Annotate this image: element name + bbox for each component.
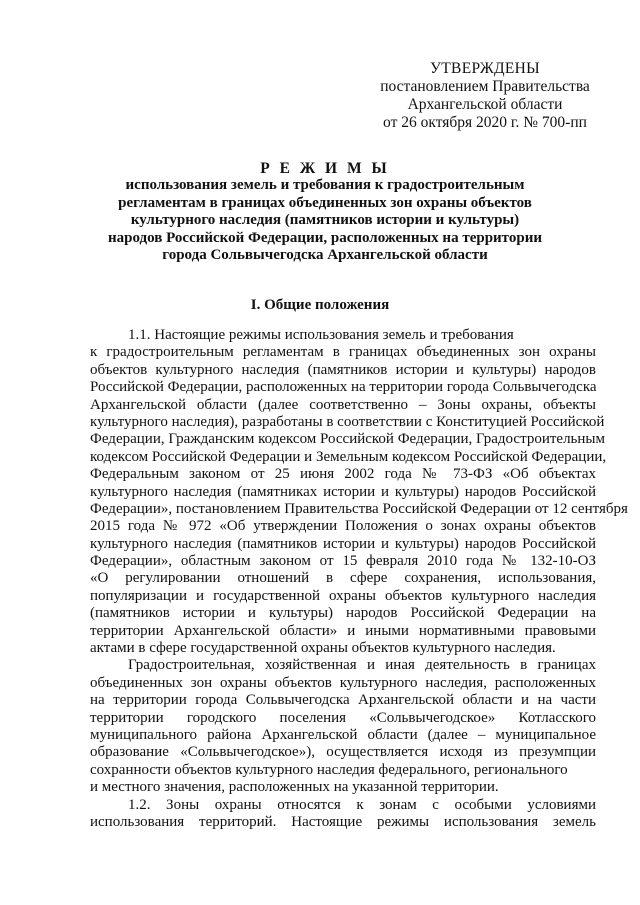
approval-line-3: от 26 октября 2020 г. № 700-пп xyxy=(383,114,587,131)
paragraph-line: Архангельской области (далее соответственно – Зоны охраны, объекты xyxy=(90,396,596,413)
paragraph-line: территории Архангельской области» и иными нормативными правовыми xyxy=(90,622,596,639)
paragraph-line: Федеральным законом от 25 июня 2002 года № 73-ФЗ «Об объектах xyxy=(90,466,596,483)
approval-line-2: Архангельской области xyxy=(407,96,563,113)
paragraph-line: сохранности объектов культурного наследия федерального, регионального xyxy=(90,761,568,778)
title-heading: Р Е Ж И М Ы xyxy=(260,160,390,177)
paragraph-line: культурного наследия), разработаны в соответствии с Конституцией Российской xyxy=(90,413,605,430)
paragraph-line: образование «Сольвычегодское»), осуществляется исходя из презумпции xyxy=(90,744,596,761)
approval-line-1: постановлением Правительства xyxy=(380,78,590,95)
paragraph-line: к градостроительным регламентам в границах объединенных зон охраны xyxy=(90,344,596,361)
paragraph-line: кодексом Российской Федерации и Земельным кодексом Российской Федерации, xyxy=(90,448,607,465)
paragraph-line: Федерации, Гражданским кодексом Российской Федерации, Градостроительным xyxy=(90,431,605,448)
title-line: города Сольвычегодска Архангельской области xyxy=(162,247,488,264)
document-title xyxy=(95,160,555,264)
paragraph-line: 2015 года № 972 «Об утверждении Положения о зонах охраны объектов xyxy=(90,518,596,535)
approval-heading: УТВЕРЖДЕНЫ xyxy=(430,60,540,77)
paragraph-line: использования территорий. Настоящие режимы использования земель xyxy=(90,813,596,830)
paragraph-line: Градостроительная, хозяйственная и иная деятельность в границах xyxy=(128,657,596,674)
title-line: народов Российской Федерации, расположенных на территории xyxy=(108,229,542,246)
paragraph-line: на территории города Сольвычегодска Архангельской области и на части xyxy=(90,692,596,709)
paragraph-line: 1.2. Зоны охраны относятся к зонам с особыми условиями xyxy=(128,796,596,813)
paragraph-line: Федерации», областным законом от 15 февраля 2010 года № 132-10-ОЗ xyxy=(90,553,596,570)
paragraph-line: (памятников истории и культуры) народов Российской Федерации на xyxy=(90,605,596,622)
paragraph-line: «О регулировании отношений в сфере сохранения, использования, xyxy=(90,570,596,587)
paragraph-line: объектов культурного наследия (памятников истории и культуры) народов xyxy=(90,361,596,378)
title-line: культурного наследия (памятников истории и культуры) xyxy=(130,212,520,229)
body-text xyxy=(90,327,628,831)
paragraph-line: объединенных зон охраны объектов культурного наследия, расположенных xyxy=(90,674,596,691)
paragraph-line: муниципального района Архангельской области (далее – муниципальное xyxy=(90,726,596,743)
paragraph-line: популяризации и государственной охраны объектов культурного наследия xyxy=(90,587,596,604)
title-line: использования земель и требования к градостроительным xyxy=(125,177,525,194)
paragraph-line: 1.1. Настоящие режимы использования земель и требования xyxy=(128,327,514,343)
title-line: регламентам в границах объединенных зон охраны объектов xyxy=(118,194,532,211)
paragraph-line: Российской Федерации, расположенных на территории города Сольвычегодска xyxy=(90,379,597,396)
approval-stamp-block xyxy=(360,60,610,132)
paragraph-line: и местного значения, расположенных на указанной территории. xyxy=(90,779,499,796)
paragraph-line: актами в сфере государственной охраны объектов культурного наследия. xyxy=(90,640,556,657)
section-heading: I. Общие положения xyxy=(250,297,390,313)
paragraph-line: территории городского поселения «Сольвычегодское» Котласского xyxy=(90,709,596,726)
paragraph-line: культурного наследия (памятников истории и культуры) народов Российской xyxy=(90,535,596,552)
paragraph-line: культурного наследия (памятниках истории и культуры) народов Российской xyxy=(90,483,596,500)
paragraph-line: Федерации», постановлением Правительства Российской Федерации от 12 сентября xyxy=(90,500,628,517)
